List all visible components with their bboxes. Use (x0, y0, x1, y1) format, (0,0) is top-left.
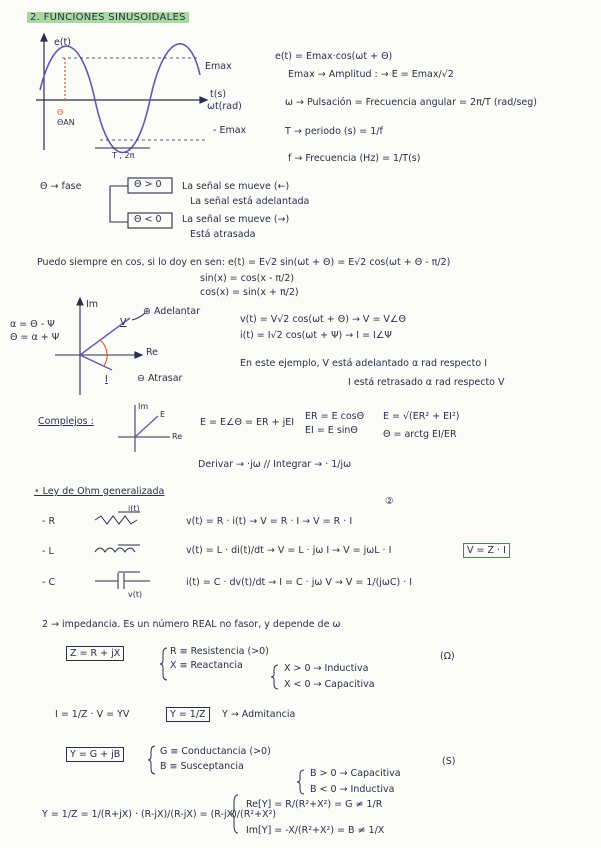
adm-b-neg: B < 0 → Inductiva (310, 784, 395, 795)
adm-line: I = 1/Z · V = YV (55, 709, 130, 720)
complejos-eq: E = E∠Θ = ER + jEI (200, 417, 295, 428)
phasor-it: i(t) = I√2 cos(ωt + Ψ) → I = I∠Ψ (240, 330, 392, 341)
graph-phase: Θ (57, 108, 64, 117)
adm-unit: (S) (442, 756, 456, 767)
circuit-elements (95, 512, 150, 589)
phasor-diagram (55, 298, 145, 395)
def-amplitude: Emax → Amplitud : → E = Emax/√2 (288, 69, 454, 80)
ohm-eq-r: v(t) = R · i(t) → V = R · I → V = R · I (186, 516, 353, 527)
fase-label: Θ → fase (40, 181, 82, 192)
imp-x: X ≡ Reactancia (170, 660, 243, 671)
def-period: T → periodo (s) = 1/f (285, 126, 383, 137)
complejos-derivar: Derivar → ·jω // Integrar → · 1/jω (198, 459, 352, 470)
complejos-arg: Θ = arctg EI/ER (383, 429, 457, 440)
ohm-title: • Ley de Ohm generalizada (34, 486, 165, 497)
ohm-l: - L (42, 546, 54, 557)
fase-neg: Θ < 0 (134, 214, 162, 225)
graph-emax-top: Emax (205, 61, 232, 72)
phasor-i: I (105, 374, 108, 385)
fase-pos-text2: La señal está adelantada (190, 196, 310, 207)
ohm-eq-c: i(t) = C · dv(t)/dt → I = C · jω V → V = 1/(jωC) · I (186, 577, 413, 588)
trig-id2: cos(x) = sin(x + π/2) (200, 287, 299, 298)
phasor-vt: v(t) = V√2 cos(ωt + Θ) → V = V∠Θ (240, 314, 406, 325)
adm-box: Y = 1/Z (166, 710, 210, 721)
phasor-example2: I está retrasado α rad respecto V (348, 377, 505, 388)
graph-period: T , 2π (112, 151, 135, 160)
complejos-im: Im (138, 402, 149, 411)
imp-r: R ≡ Resistencia (>0) (170, 646, 269, 657)
complejos-label: Complejos : (38, 416, 94, 427)
phasor-re: Re (146, 347, 159, 358)
section-title: 2. FUNCIONES SINUSOIDALES (27, 12, 189, 24)
calc-im: Im[Y] = -X/(R²+X²) = B ≠ 1/X (246, 825, 385, 836)
complejos-mod: E = √(ER² + EI²) (383, 411, 460, 422)
phasor-theta: Θ = α + Ψ (10, 332, 60, 343)
trig-id1: sin(x) = cos(x - π/2) (200, 273, 295, 284)
complejos-re: Re (172, 432, 183, 441)
imp-unit: (Ω) (440, 651, 455, 662)
fase-pos: Θ > 0 (134, 179, 162, 190)
calc-y: Y = 1/Z = 1/(R+jX) · (R-jX)/(R-jX) = (R-jX)/(R²+X²) (42, 809, 277, 820)
graph-x-label-2: ωt(rad) (207, 101, 242, 112)
trig-line: Puedo siempre en cos, si lo doy en sen: e(t) = E√2 sin(ωt + Θ) = E√2 cos(ωt + Θ - π/2) (37, 257, 451, 268)
phasor-im: Im (86, 299, 99, 310)
ohm-voltage-label: v(t) (128, 590, 143, 599)
fase-pos-text1: La señal se mueve (←) (182, 181, 290, 192)
sine-graph (36, 34, 207, 153)
phasor-example1: En este ejemplo, V está adelantado α rad respecto I (240, 358, 488, 369)
phasor-alpha: α = Θ - Ψ (10, 319, 55, 330)
ohm-result: V = Z · I (463, 546, 510, 557)
fase-neg-text1: La señal se mueve (→) (182, 214, 290, 225)
adm-label: Y → Admitancia (222, 709, 296, 720)
imp-x-pos: X > 0 → Inductiva (284, 663, 369, 674)
adm-b: B ≡ Susceptancia (160, 761, 244, 772)
graph-emax-bottom: - Emax (213, 125, 247, 136)
graph-phase-label: ΘAN (57, 118, 75, 127)
fase-neg-text2: Está atrasada (190, 229, 256, 240)
adm-g: G ≡ Conductancia (>0) (160, 746, 271, 757)
calc-re: Re[Y] = R/(R²+X²) = G ≠ 1/R (246, 799, 383, 810)
ohm-marker: ② (385, 496, 394, 507)
complejos-e: E (160, 410, 166, 419)
ohm-r: - R (42, 516, 56, 527)
def-et: e(t) = Emax·cos(ωt + Θ) (275, 51, 393, 62)
ohm-current-label: i(t) (128, 504, 140, 513)
def-pulsation: ω → Pulsación = Frecuencia angular = 2π/T (rad/seg) (285, 97, 538, 108)
complejos-er: ER = E cosΘ (305, 411, 365, 422)
adm-b-pos: B > 0 → Capacitiva (310, 768, 401, 779)
imp-z: Z = R + jX (66, 649, 124, 660)
ohm-eq-l: v(t) = L · di(t)/dt → V = L · jω I → V = jωL · I (186, 545, 392, 556)
graph-x-label-1: t(s) (210, 89, 227, 100)
imp-x-neg: X < 0 → Capacitiva (284, 679, 375, 690)
adm-y: Y = G + jB (66, 750, 124, 761)
graph-y-label: e(t) (54, 37, 71, 48)
phasor-v: V (120, 317, 127, 328)
phasor-atrasar: ⊖ Atrasar (137, 373, 183, 384)
complejos-ei: EI = E sinΘ (305, 425, 358, 436)
phasor-adelantar: ⊕ Adelantar (143, 306, 201, 317)
ohm-c: - C (42, 577, 56, 588)
def-frequency: f → Frecuencia (Hz) = 1/T(s) (288, 153, 421, 164)
imp-head: 2 → impedancia. Es un número REAL no fasor, y depende de ω (42, 619, 341, 630)
